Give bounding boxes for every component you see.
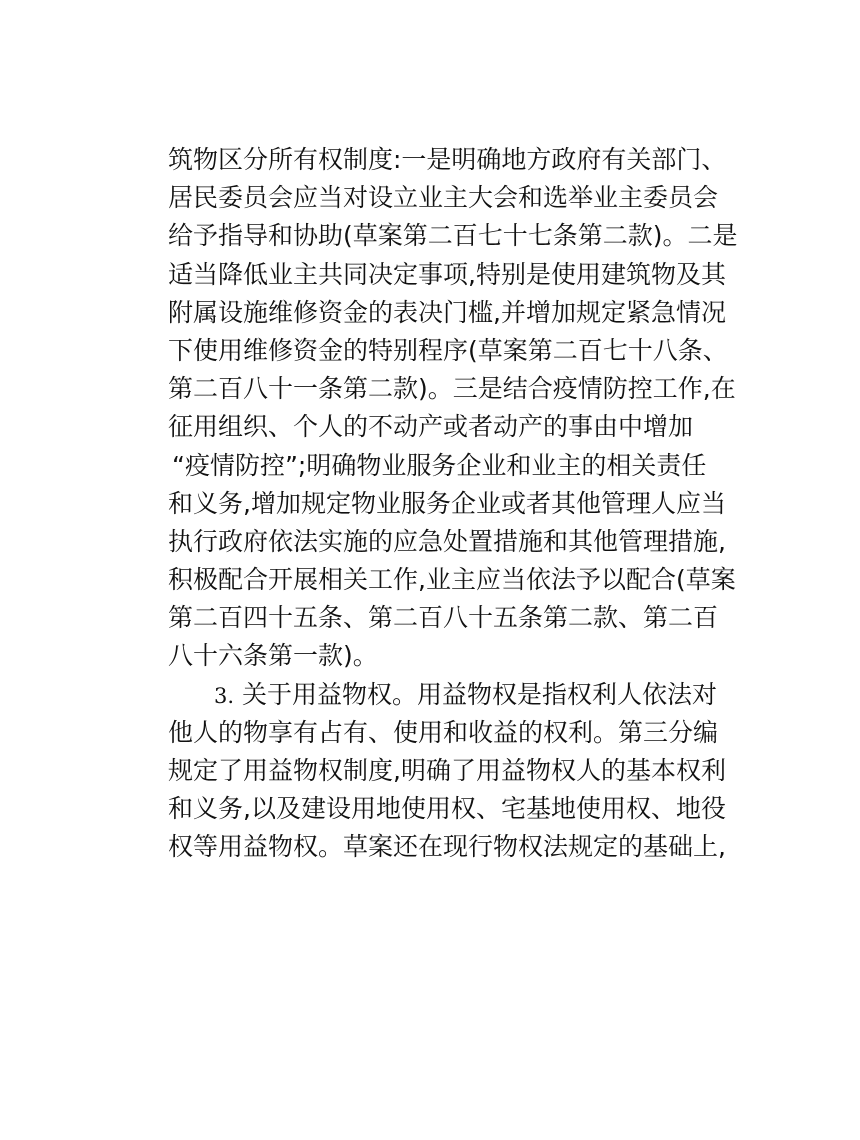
text-line: 附属设施维修资金的表决门槛,并增加规定紧急情况: [168, 297, 726, 327]
body-text: [168, 141, 738, 867]
text-line: 第二百四十五条、第二百八十五条第二款、第二百: [168, 603, 719, 633]
section-number: 3.: [214, 683, 235, 708]
text-line: 第二百八十一条第二款)。三是结合疫情防控工作,在: [168, 374, 736, 404]
text-line: 积极配合开展相关工作,业主应当依法予以配合(草案: [168, 565, 736, 595]
text-line: “疫情防控”;明确物业服务企业和业主的相关责任: [172, 450, 707, 480]
text-line: 适当降低业主共同决定事项,特别是使用建筑物及其: [168, 259, 726, 289]
text-line: 下使用维修资金的特别程序(草案第二百七十八条、: [168, 335, 728, 365]
section-text: 关于用益物权。用益物权是指权利人依法对: [242, 679, 718, 709]
text-line: 给予指导和协助(草案第二百七十七条第二款)。二是: [168, 221, 738, 251]
text-line: 征用组织、个人的不动产或者动产的事由中增加: [168, 412, 694, 442]
text-line: 筑物区分所有权制度:一是明确地方政府有关部门、: [168, 145, 727, 174]
text-line: 权等用益物权。草案还在现行物权法规定的基础上,: [168, 832, 726, 862]
text-line: 他人的物享有占有、使用和收益的权利。第三分编: [168, 717, 719, 747]
section-heading-line: [168, 676, 718, 714]
text-line: 规定了用益物权制度,明确了用益物权人的基本权利: [168, 756, 726, 785]
text-line: 八十六条第一款)。: [168, 641, 378, 671]
text-line: 居民委员会应当对设立业主大会和选举业主委员会: [168, 183, 719, 213]
text-line: 和义务,以及建设用地使用权、宅基地使用权、地役: [168, 794, 726, 824]
text-line: 执行政府依法实施的应急处置措施和其他管理措施,: [168, 526, 726, 556]
text-line: 和义务,增加规定物业服务企业或者其他管理人应当: [168, 488, 726, 518]
